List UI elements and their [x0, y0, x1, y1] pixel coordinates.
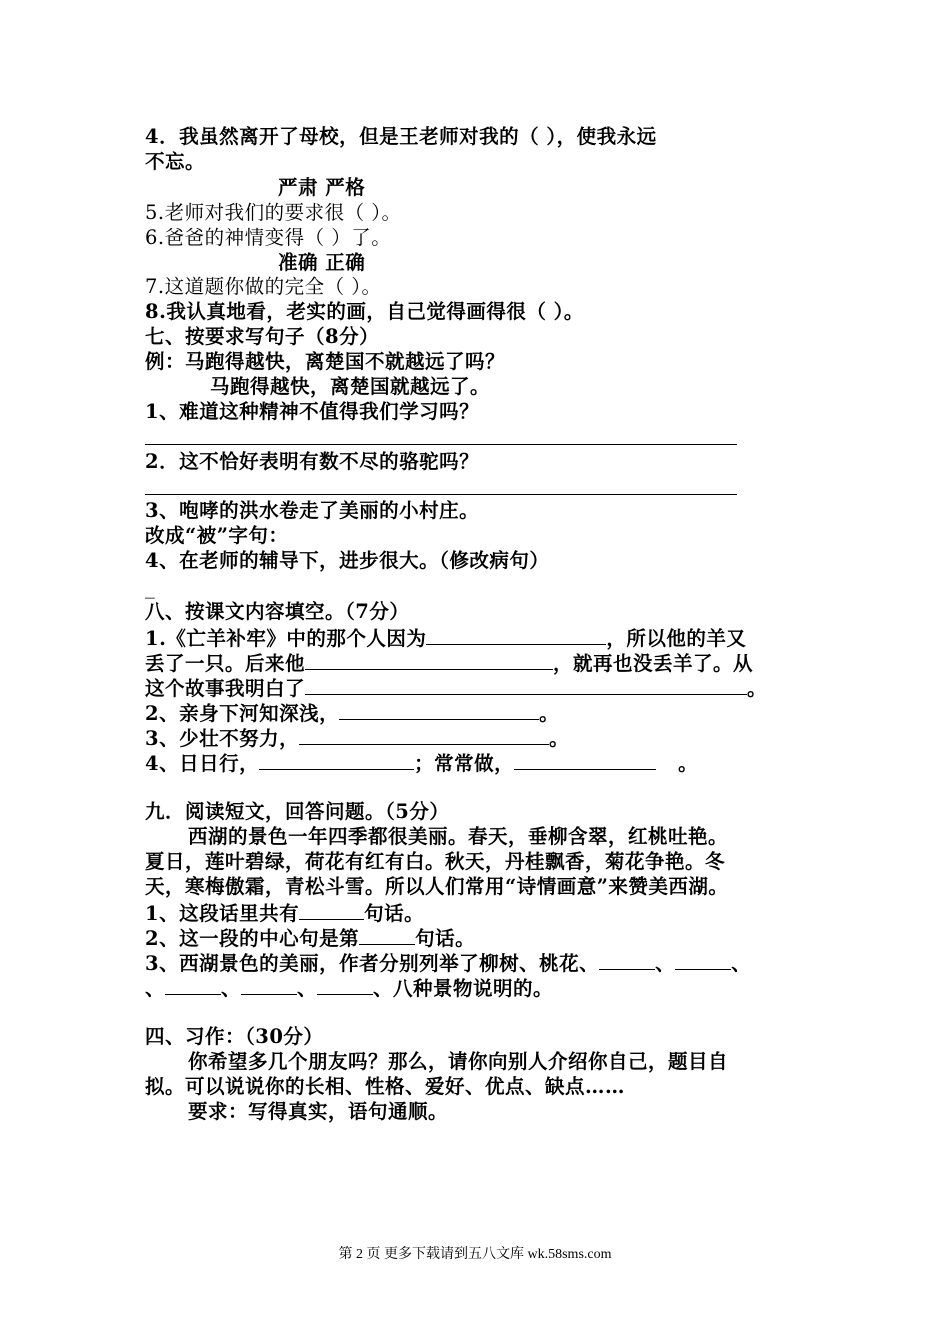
- blank-q9-3b[interactable]: [675, 950, 731, 970]
- section-7-title: 七、按要求写句子（8分）: [145, 325, 380, 348]
- section-9-title: 九．阅读短文，回答问题。（5分）: [145, 800, 450, 823]
- q9-item-3-end: 、八种景物说明的。: [373, 977, 554, 1000]
- q8-item-1-text-a: 1.《亡羊补牢》中的那个人因为: [145, 627, 427, 650]
- q9-item-3: [145, 950, 815, 974]
- word-options-2: 准确 正确: [278, 251, 366, 274]
- section-4-title: 四、习作：（30分）: [145, 1025, 324, 1048]
- q7-item-1: 1、难道这种精神不值得我们学习吗？: [145, 400, 480, 423]
- q9-sep-2: 、: [731, 952, 752, 975]
- essay-prompt-line-1: 你希望多几个朋友吗？那么，请你向别人介绍你自己，题目自: [188, 1050, 729, 1073]
- blank-q8-3[interactable]: [299, 725, 549, 745]
- q9-item-1-end: 句话。: [364, 902, 425, 925]
- q8-item-1-text-e: 这个故事我明白了: [145, 677, 306, 700]
- blank-q9-3a[interactable]: [599, 950, 655, 970]
- q9-item-3-text: 3、西湖景色的美丽，作者分别列举了柳树、桃花、: [145, 952, 600, 975]
- q8-item-1-text-c: 丢了一只。后来他: [145, 652, 306, 675]
- section-8-title: 八、按课文内容填空。（7分）: [145, 600, 410, 623]
- blank-q8-1b[interactable]: [305, 650, 553, 670]
- passage-line-2: 夏日，莲叶碧绿，荷花有红有白。秋天，丹桂飘香，菊花争艳。冬: [145, 850, 726, 873]
- q8-item-4: [145, 750, 815, 774]
- blank-q9-2[interactable]: [359, 925, 415, 945]
- q8-item-4-text-b: ；常常做，: [414, 752, 515, 775]
- q6-item-6: 6.爸爸的神情变得（ ）了。: [145, 226, 392, 249]
- q9-item-2: [145, 925, 815, 949]
- passage-line-3: 天，寒梅傲霜，青松斗雪。所以人们常用“诗情画意”来赞美西湖。: [145, 875, 729, 898]
- blank-q8-2[interactable]: [339, 700, 539, 720]
- q8-item-2: [145, 700, 815, 724]
- q8-item-2-text: 2、亲身下河知深浅，: [145, 702, 340, 725]
- blank-q9-3d[interactable]: [241, 975, 297, 995]
- q8-item-2-end: 。: [539, 702, 560, 725]
- word-options-1: 严肃 严格: [278, 176, 366, 199]
- q6-item-4: 4．我虽然离开了母校，但是王老师对我的（ ），使我永远: [145, 125, 657, 148]
- q8-item-4-text-a: 4、日日行，: [145, 752, 260, 775]
- blank-q8-4a[interactable]: [259, 750, 414, 770]
- q8-item-1-text-b: ，所以他的羊又: [606, 627, 747, 650]
- q6-item-5: 5.老师对我们的要求很（ ）。: [145, 201, 402, 224]
- q6-item-7: 7.这道题你做的完全（ ）。: [145, 275, 382, 298]
- essay-prompt-line-2: 拟。可以说说你的长相、性格、爱好、优点、缺点……: [145, 1075, 626, 1098]
- q6-item-8: 8.我认真地看，老实的画，自己觉得画得很（ ）。: [145, 300, 584, 323]
- blank-q8-4b[interactable]: [514, 750, 656, 770]
- q8-item-4-end: 。: [678, 752, 699, 775]
- q6-item-4-cont: 不忘。: [145, 150, 206, 173]
- essay-requirement: 要求：写得真实，语句通顺。: [188, 1100, 449, 1123]
- q7-item-4: 4、在老师的辅导下，进步很大。（修改病句）: [145, 549, 550, 572]
- stray-underscore: _: [145, 576, 156, 599]
- example-line-1: 例：马跑得越快，离楚国不就越远了吗？: [145, 350, 506, 373]
- q9-item-1: [145, 900, 815, 924]
- q8-item-1-text-f: 。: [747, 677, 768, 700]
- answer-line-1: [145, 444, 737, 445]
- q9-sep-5: 、: [297, 977, 318, 1000]
- q8-item-3-text: 3、少壮不努力，: [145, 727, 300, 750]
- blank-q9-3e[interactable]: [317, 975, 373, 995]
- q8-item-1-line-2: [145, 650, 815, 674]
- q8-item-3: [145, 725, 815, 749]
- q8-item-1-text-d: ，就再也没丢羊了。从: [553, 652, 754, 675]
- q9-item-3-cont: [145, 975, 815, 999]
- q9-item-2-end: 句话。: [415, 927, 476, 950]
- q9-sep-3: 、: [145, 977, 166, 1000]
- answer-line-2: [145, 494, 737, 495]
- q9-item-1-text: 1、这段话里共有: [145, 902, 300, 925]
- q7-item-3-instruction: 改成“被”字句：: [145, 524, 289, 547]
- q7-item-2: 2．这不恰好表明有数不尽的骆驼吗？: [145, 450, 480, 473]
- blank-q9-1[interactable]: [299, 900, 364, 920]
- q8-item-1-line-1: [145, 625, 815, 649]
- q9-sep-1: 、: [655, 952, 676, 975]
- blank-q8-1a[interactable]: [426, 625, 606, 645]
- blank-q9-3c[interactable]: [165, 975, 221, 995]
- blank-q8-1c[interactable]: [305, 675, 747, 695]
- q8-item-1-line-3: [145, 675, 815, 699]
- passage-line-1: 西湖的景色一年四季都很美丽。春天，垂柳含翠，红桃吐艳。: [188, 825, 729, 848]
- page-footer: 第 2 页 更多下载请到五八文库 wk.58sms.com: [338, 1247, 612, 1262]
- example-line-2: 马跑得越快，离楚国就越远了。: [210, 375, 491, 398]
- q7-item-3: 3、咆哮的洪水卷走了美丽的小村庄。: [145, 499, 480, 522]
- q9-sep-4: 、: [221, 977, 242, 1000]
- q8-item-3-end: 。: [549, 727, 570, 750]
- q9-item-2-text: 2、这一段的中心句是第: [145, 927, 360, 950]
